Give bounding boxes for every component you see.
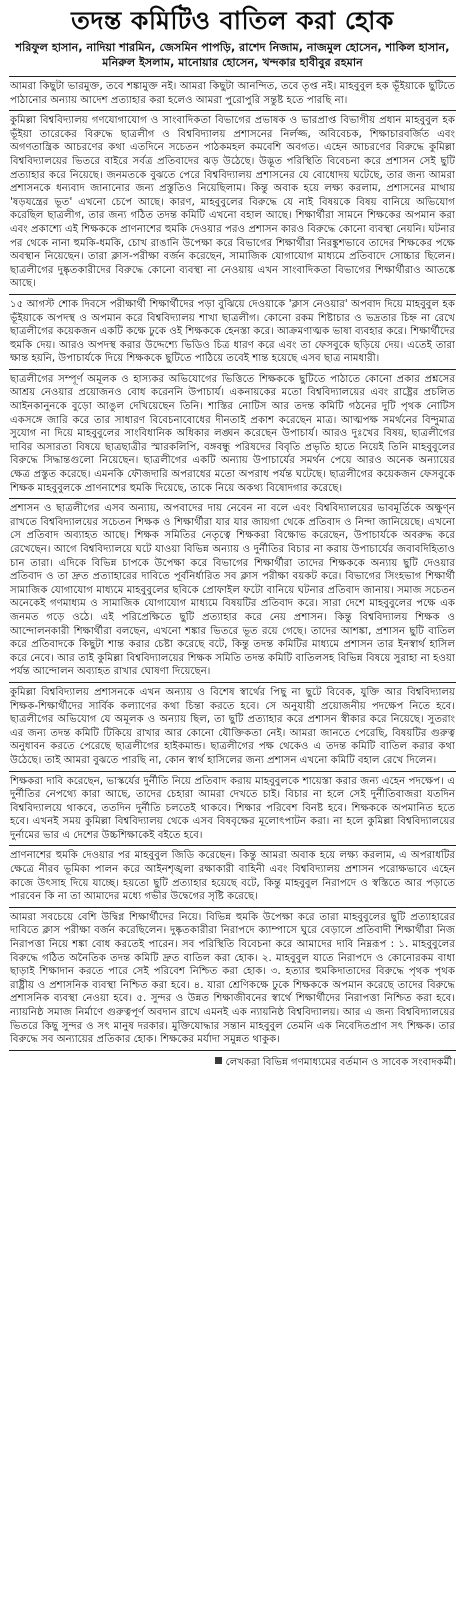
paragraph-7: শিক্ষকরা দাবি করেছেন, ভাস্কর্যের দুর্নীতি নিয়ে প্রতিবাদ করায় মাহবুবুলকে শায়েস্তা করার জন্য এহেন পদক্ষেপ। এ দুর্নীতির নেপথ্যে কারা আছে, তাদের চেহারা আমরা দেখতে চাই। বিচার না হলে সেই দুর্নীতিবাজরা যতদিন বিশ্ববিদ্যালয়ে থাকবে, ততদিন দুর্নীতি চলতেই থাকবে। শিক্ষার পরিবেশ বিনষ্ট হবে। শিক্ষককে অপমানিত হতে হবে। এখনই সময় কুমিল্লা বিশ্ববিদ্যালয় থেকে এসব বিষবৃক্ষের মূলোৎপাটন করা। না হলে কুমিল্লা বিশ্ববিদ্যালয়ের দুর্নামের ভার এ দেশের উচ্চশিক্ষাকেই বইতে হবে। [9,772,456,847]
author-footnote [9,1056,456,1070]
footnote-text: লেখকরা বিভিন্ন গণমাধ্যমের বর্তমান ও সাবেক সংবাদকর্মী। [225,1056,456,1068]
headline: তদন্ত কমিটিও বাতিল করা হোক [71,6,394,35]
paragraph-5: প্রশাসন ও ছাত্রলীগের এসব অন্যায়, অপবাদের দায় নেবেন না বলে এবং বিশ্ববিদ্যালয়ের ভাবমূর্তিকে অক্ষুণ্ন রাখতে বিশ্ববিদ্যালয়ের সচেতন শিক্ষক ও শিক্ষার্থীরা যার যার জায়গা থেকে প্রতিবাদ ও নিন্দা জানিয়েছে। এখনো সে প্রতিবাদ অব্যাহত আছে। শিক্ষক সমিতির নেতৃত্বে শিক্ষকরা বিক্ষোভ করেছেন, উপাচার্যকে অবরুদ্ধ করে রেখেছেন। আগে বিশ্ববিদ্যালয়ে ঘটে যাওয়া বিভিন্ন অন্যায় ও দুর্নীতির বিচার না করায় উপাচার্যের জবাবদিহিতাও চান তারা। এদিকে বিভিন্ন চাপকে উপেক্ষা করে বিভাগের শিক্ষার্থীরা তাদের শিক্ষককে অন্যায় ছুটি দেওয়ার প্রতিবাদ ও তা দ্রুত প্রত্যাহারের দাবিতে পূর্বনির্ধারিত সব ক্লাস পরীক্ষা বয়কট করে। বিভাগের সিংহভাগ শিক্ষার্থী সামাজিক যোগাযোগ মাধ্যমে মাহবুবুলের ছবিকে প্রোফাইল ফটো বানিয়ে ঘটনার প্রতিবাদ জানায়। সমাজ সচেতন অনেকেই গণমাধ্যম ও সামাজিক যোগাযোগ মাধ্যমে বিষয়টির প্রতিবাদ করে। সারা দেশে মাহবুবুলের পক্ষে এক জনমত গড়ে ওঠে। এই পরিপ্রেক্ষিতে ছুটি প্রত্যাহার করে নেয় প্রশাসন। কিন্তু বিশ্ববিদ্যালয় শিক্ষক ও আন্দোলনকারী শিক্ষার্থীরা বলছেন, এখনো শঙ্কার ভিতরে ভূত রয়ে গেছে। তাদের আশঙ্কা, প্রশাসন ছুটি বাতিল করে প্রতিবাদকে কিছুটা শান্ত করার চেষ্টা করেছে বটে, কিন্তু তদন্ত কমিটির মাধ্যমে প্রশাসন তার ইনস্বার্থ হাসিল করে নেবে। আর তাই কুমিল্লা বিশ্ববিদ্যালয়ের শিক্ষক সমিতি তদন্ত কমিটি বাতিলসহ বিভিন্ন বিষয়ে সুরাহা না হওয়া পর্যন্ত আন্দোলন অব্যাহত রাখার ঘোষণা দিয়েছেন। [9,499,456,683]
paragraph-3: ১৫ আগস্ট শোক দিবসে পরীক্ষার্থী শিক্ষার্থীদের পড়া বুঝিয়ে দেওয়াকে 'ক্লাস নেওয়ার' অপবাদ দিয়ে মাহবুবুল হক ভূঁইয়াকে অপদস্থ ও অপমান করে বিশ্ববিদ্যালয় শাখা ছাত্রলীগ। কোনো রকম শিষ্টাচার ও ভদ্রতার চিহ্ন না রেখে ছাত্রলীগের কয়েকজন একটি কক্ষে ঢুকে ওই শিক্ষককে হেনস্তা করে। আক্রমণাত্মক ভাষা ব্যবহার করে। শিক্ষার্থীদের হুমকি দেয়। আরও অপদস্থ করার উদ্দেশ্যে ভিডিও চিত্র ধারণ করে এবং তা ফেসবুকে ছড়িয়ে দেয়। এতেই তারা ক্ষান্ত হয়নি, উপাচার্যকে দিয়ে শিক্ষককে ছুটিতে পাঠিয়ে তবেই শান্ত হয়েছে এসব ছাত্র নামধারী। [9,295,456,370]
article-body [9,76,456,1051]
paragraph-9: আমরা সবচেয়ে বেশি উদ্বিগ্ন শিক্ষার্থীদের নিয়ে। বিভিন্ন হুমকি উপেক্ষা করে তারা মাহবুবুলের ছুটি প্রত্যাহারের দাবিতে ক্লাস পরীক্ষা বর্জন করেছিলেন। দুষ্কৃতকারীরা নিরাপদে ক্যাম্পাসে ঘুরে বেড়ালে প্রতিবাদী শিক্ষার্থীরা নিজ নিরাপত্তা নিয়ে শঙ্কা বোধ করতেই পারেন। সব পরিস্থিতি বিবেচনা করে আমাদের দাবি নিম্নরূপ : ১. মাহবুবুলের বিরুদ্ধে গঠিত অনৈতিক তদন্ত কমিটি দ্রুত বাতিল করা হোক। ২. মাহবুবুল যাতে নিরাপদে ও কোনোরকম বাধা ছাড়াই শিক্ষাদান করতে পারে সেই পরিবেশ নিশ্চিত করা হোক। ৩. হত্যার হুমকিদাতাদের বিরুদ্ধে পৃথক পৃথক রাষ্ট্রীয় ও প্রশাসনিক ব্যবস্থা নিশ্চিত করা হবে। ৪. যারা শ্রেণিকক্ষে ঢুকে শিক্ষককে অপমান করেছে তাদের বিরুদ্ধে প্রশাসনিক ব্যবস্থা নেওয়া হবে। ৫. সুন্দর ও উন্নত শিক্ষাজীবনের স্বার্থে শিক্ষার্থীদের নিরাপত্তা নিশ্চিত করা হবে। ন্যায়নিষ্ঠ সমাজ নির্মাণে গুরুত্বপূর্ণ অবদান রাখে এমনই এক ন্যায়নিষ্ঠ বিশ্ববিদ্যালয়। আর এ জন্য বিশ্ববিদ্যালয়ের ভিতরে কিছু সুন্দর ও সৎ মানুষ দরকার। মুক্তিযোদ্ধার সন্তান মাহবুবুল তেমনি এক নিবেদিতপ্রাণ সৎ শিক্ষক। তার বিরুদ্ধে সব অন্যায়ের প্রতিকার হোক। শিক্ষকের মর্যাদা সমুন্নত থাকুক। [9,908,456,1051]
paragraph-1: আমরা কিছুটা ভারমুক্ত, তবে শঙ্কামুক্ত নই। আমরা কিছুটা আনন্দিত, তবে তৃপ্ত নই। মাহবুবুল হক ভূঁইয়াকে ছুটিতে পাঠানোর অন্যায় আদেশ প্রত্যাহার করা হলেও আমরা পুরোপুরি সন্তুষ্ট হতে পারছি না। [9,77,456,111]
paragraph-2: কুমিল্লা বিশ্ববিদ্যালয় গণযোগাযোগ ও সাংবাদিকতা বিভাগের প্রভাষক ও ভারপ্রাপ্ত বিভাগীয় প্রধান মাহবুবুল হক ভূঁইয়া তারেকের বিরুদ্ধে ছাত্রলীগ ও বিশ্ববিদ্যালয় প্রশাসনের নির্লজ্জ, অবিবেচক, শিক্ষাচারবর্জিত এবং অগণতান্ত্রিক আচরণের কথা এতদিনে সচেতন পাঠকমহল কমবেশি অবগত। এহেন আচরণের বিরুদ্ধে কুমিল্লা বিশ্ববিদ্যালয়ের ভিতরে বাইরে সর্বত্র প্রতিবাদের ঝড় উঠেছে। উদ্ভূত পরিস্থিতি বিবেচনা করে প্রশাসন সেই ছুটি প্রত্যাহার করে নিয়েছে। জনমতকে বুঝতে পেরে বিশ্ববিদ্যালয় প্রশাসনের যে বোধোদয় ঘটেছে, তার জন্য আমরা প্রশাসনকে ধন্যবাদ জানানোর জন্য প্রস্তুতিও নিয়েছিলাম। কিন্তু অবাক হয়ে লক্ষ্য করলাম, প্রশাসনের মাথায় 'ষড়যন্ত্রের ভূত' এখনো চেপে আছে। কারণ, মাহবুবুলের বিরুদ্ধে যে নাই বিষয়কে বিষয় বানিয়ে অভিযোগ করেছিল ছাত্রলীগ, তার জন্য গঠিত তদন্ত কমিটি এখনো বহাল আছে। শিক্ষার্থীরা সামনে শিক্ষকের অপমান করা এবং প্রকাশ্যে এই শিক্ষককে প্রাণনাশের হুমকি দেওয়ার পরও প্রশাসন কারও বিরুদ্ধে কোনো ব্যবস্থা নেয়নি। ঘটনার পর থেকে নানা হুমকি-ধমকি, চোখ রাঙানি উপেক্ষা করে বিভাগের শিক্ষার্থীরা নিরঙ্কুশভাবে তাদের শিক্ষকের পক্ষে অবস্থান নিয়েছেন। তারা ক্লাস-পরীক্ষা বর্জন করেছেন, সামাজিক যোগাযোগ মাধ্যমে প্রতিবাদে সোচ্চার ছিলেন। ছাত্রলীগের দুষ্কৃতকারীদের বিরুদ্ধে কোনো ব্যবস্থা না নেওয়ায় এখন সাংবাদিকতা বিভাগের শিক্ষার্থীরাও আতঙ্কে আছে। [9,111,456,295]
square-bullet-icon [215,1057,222,1064]
byline: শরিফুল হাসান, নাদিয়া শারমিন, জেসমিন পাপড়ি, রাশেদ নিজাম, নাজমুল হোসেন, শাকিল হাসান, মনিরুল ইসলাম, মানোয়ার হোসেন, খন্দকার হাবীবুর রহমান [15,41,450,69]
paragraph-8: প্রাণনাশের হুমকি দেওয়ার পর মাহবুবুল জিডি করেছেন। কিন্তু আমরা অবাক হয়ে লক্ষ্য করলাম, এ অপরাধটির ক্ষেত্রে নীরব ভূমিকা পালন করে আইনশৃঙ্খলা রক্ষাকারী বাহিনী এবং বিশ্ববিদ্যালয় প্রশাসন পরোক্ষভাবে এহেন কাজে উৎসাহ দিয়ে যাচ্ছে। হয়তো ছুটি প্রত্যাহার হয়েছে বটে, কিন্তু মাহবুবুল নিরাপদে ও স্বস্তিতে আর পড়াতে পারবেন কি না তা আমাদের মধ্যে গভীর উদ্বেগের সৃষ্টি করেছে। [9,846,456,907]
paragraph-6: কুমিল্লা বিশ্ববিদ্যালয় প্রশাসনকে এখন অন্যায় ও বিশেষ স্বার্থের পিছু না ছুটে বিবেক, যুক্তি আর বিশ্ববিদ্যালয় শিক্ষক-শিক্ষার্থীদের সার্বিক কল্যাণের কথা চিন্তা করতে হবে। সে অনুযায়ী প্রয়োজনীয় পদক্ষেপ নিতে হবে। ছাত্রলীগের অভিযোগ যে অমূলক ও অন্যায় ছিল, তা ছুটি প্রত্যাহার করে প্রশাসন স্বীকার করে নিয়েছে। সুতরাং এর জন্য তদন্ত কমিটি টিকিয়ে রাখার আর কোনো যৌক্তিকতা নেই। আমরা জানতে পেরেছি, বিষয়টির গুরুত্ব অনুধাবন করতে পেরেছে ছাত্রলীগের হাইকমান্ড। ছাত্রলীগের পক্ষ থেকেও এ তদন্ত কমিটি বাতিল করার কথা উঠেছে। তাই আমরা বুঝতে পারছি না, কোন স্বার্থ হাসিলের জন্য প্রশাসন এখনো কমিটি বহাল রেখে দিলেন। [9,683,456,772]
paragraph-4: ছাত্রলীগের সম্পূর্ণ অমূলক ও হাস্যকর অভিযোগের ভিত্তিতে শিক্ষককে ছুটিতে পাঠাতে কোনো প্রকার প্রশ্নসের আশ্রয় নেওয়ার প্রয়োজনও বোধ করেননি উপাচার্য। একনায়কের মতো বিশ্ববিদ্যালয়ের এবং রাষ্ট্রের প্রচলিত আইনকানুনকে বুড়ো আঙুল দেখিয়েছেন তিনি। শাস্তির নোটিস আর তদন্ত কমিটি গঠনের দুটি পৃথক নোটিস একসঙ্গে জারি করে তার সাধারণ বিবেচনাবোধের দীনতাই প্রকাশ করেছেন মাত্র। আত্মপক্ষ সমর্থনের বিন্দুমাত্র সুযোগ না দিয়ে মাহবুবুলের সাংবিধানিক অধিকার লঙ্ঘন করেছেন উপাচার্য। আরও দুঃখের বিষয়, ছাত্রলীগের দাবির অসারতা বিষয়ে ছাত্রছাত্রীর স্মারকলিপি, বঙ্গবন্ধু পরিষদের বিবৃতি প্রভৃতি হাতে নিয়েই তিনি মাহবুবুলের বিরুদ্ধে সিদ্ধান্তগুলো নিয়েছেন। ছাত্রলীগের একটি অন্যায় উপাচার্যের সমর্থন পেয়ে আরও অনেক অন্যায়ের ক্ষেত্র প্রস্তুত করেছে। এমনকি ফৌজদারি অপরাধের মতো অপরাধ পর্যন্ত ঘটেছে। ছাত্রলীগের কয়েকজন ফেসবুকে শিক্ষক মাহবুবুলকে প্রাণনাশের হুমকি দিয়েছে, তাকে নিয়ে অকথ্য বিষোদগার করেছে। [9,370,456,499]
